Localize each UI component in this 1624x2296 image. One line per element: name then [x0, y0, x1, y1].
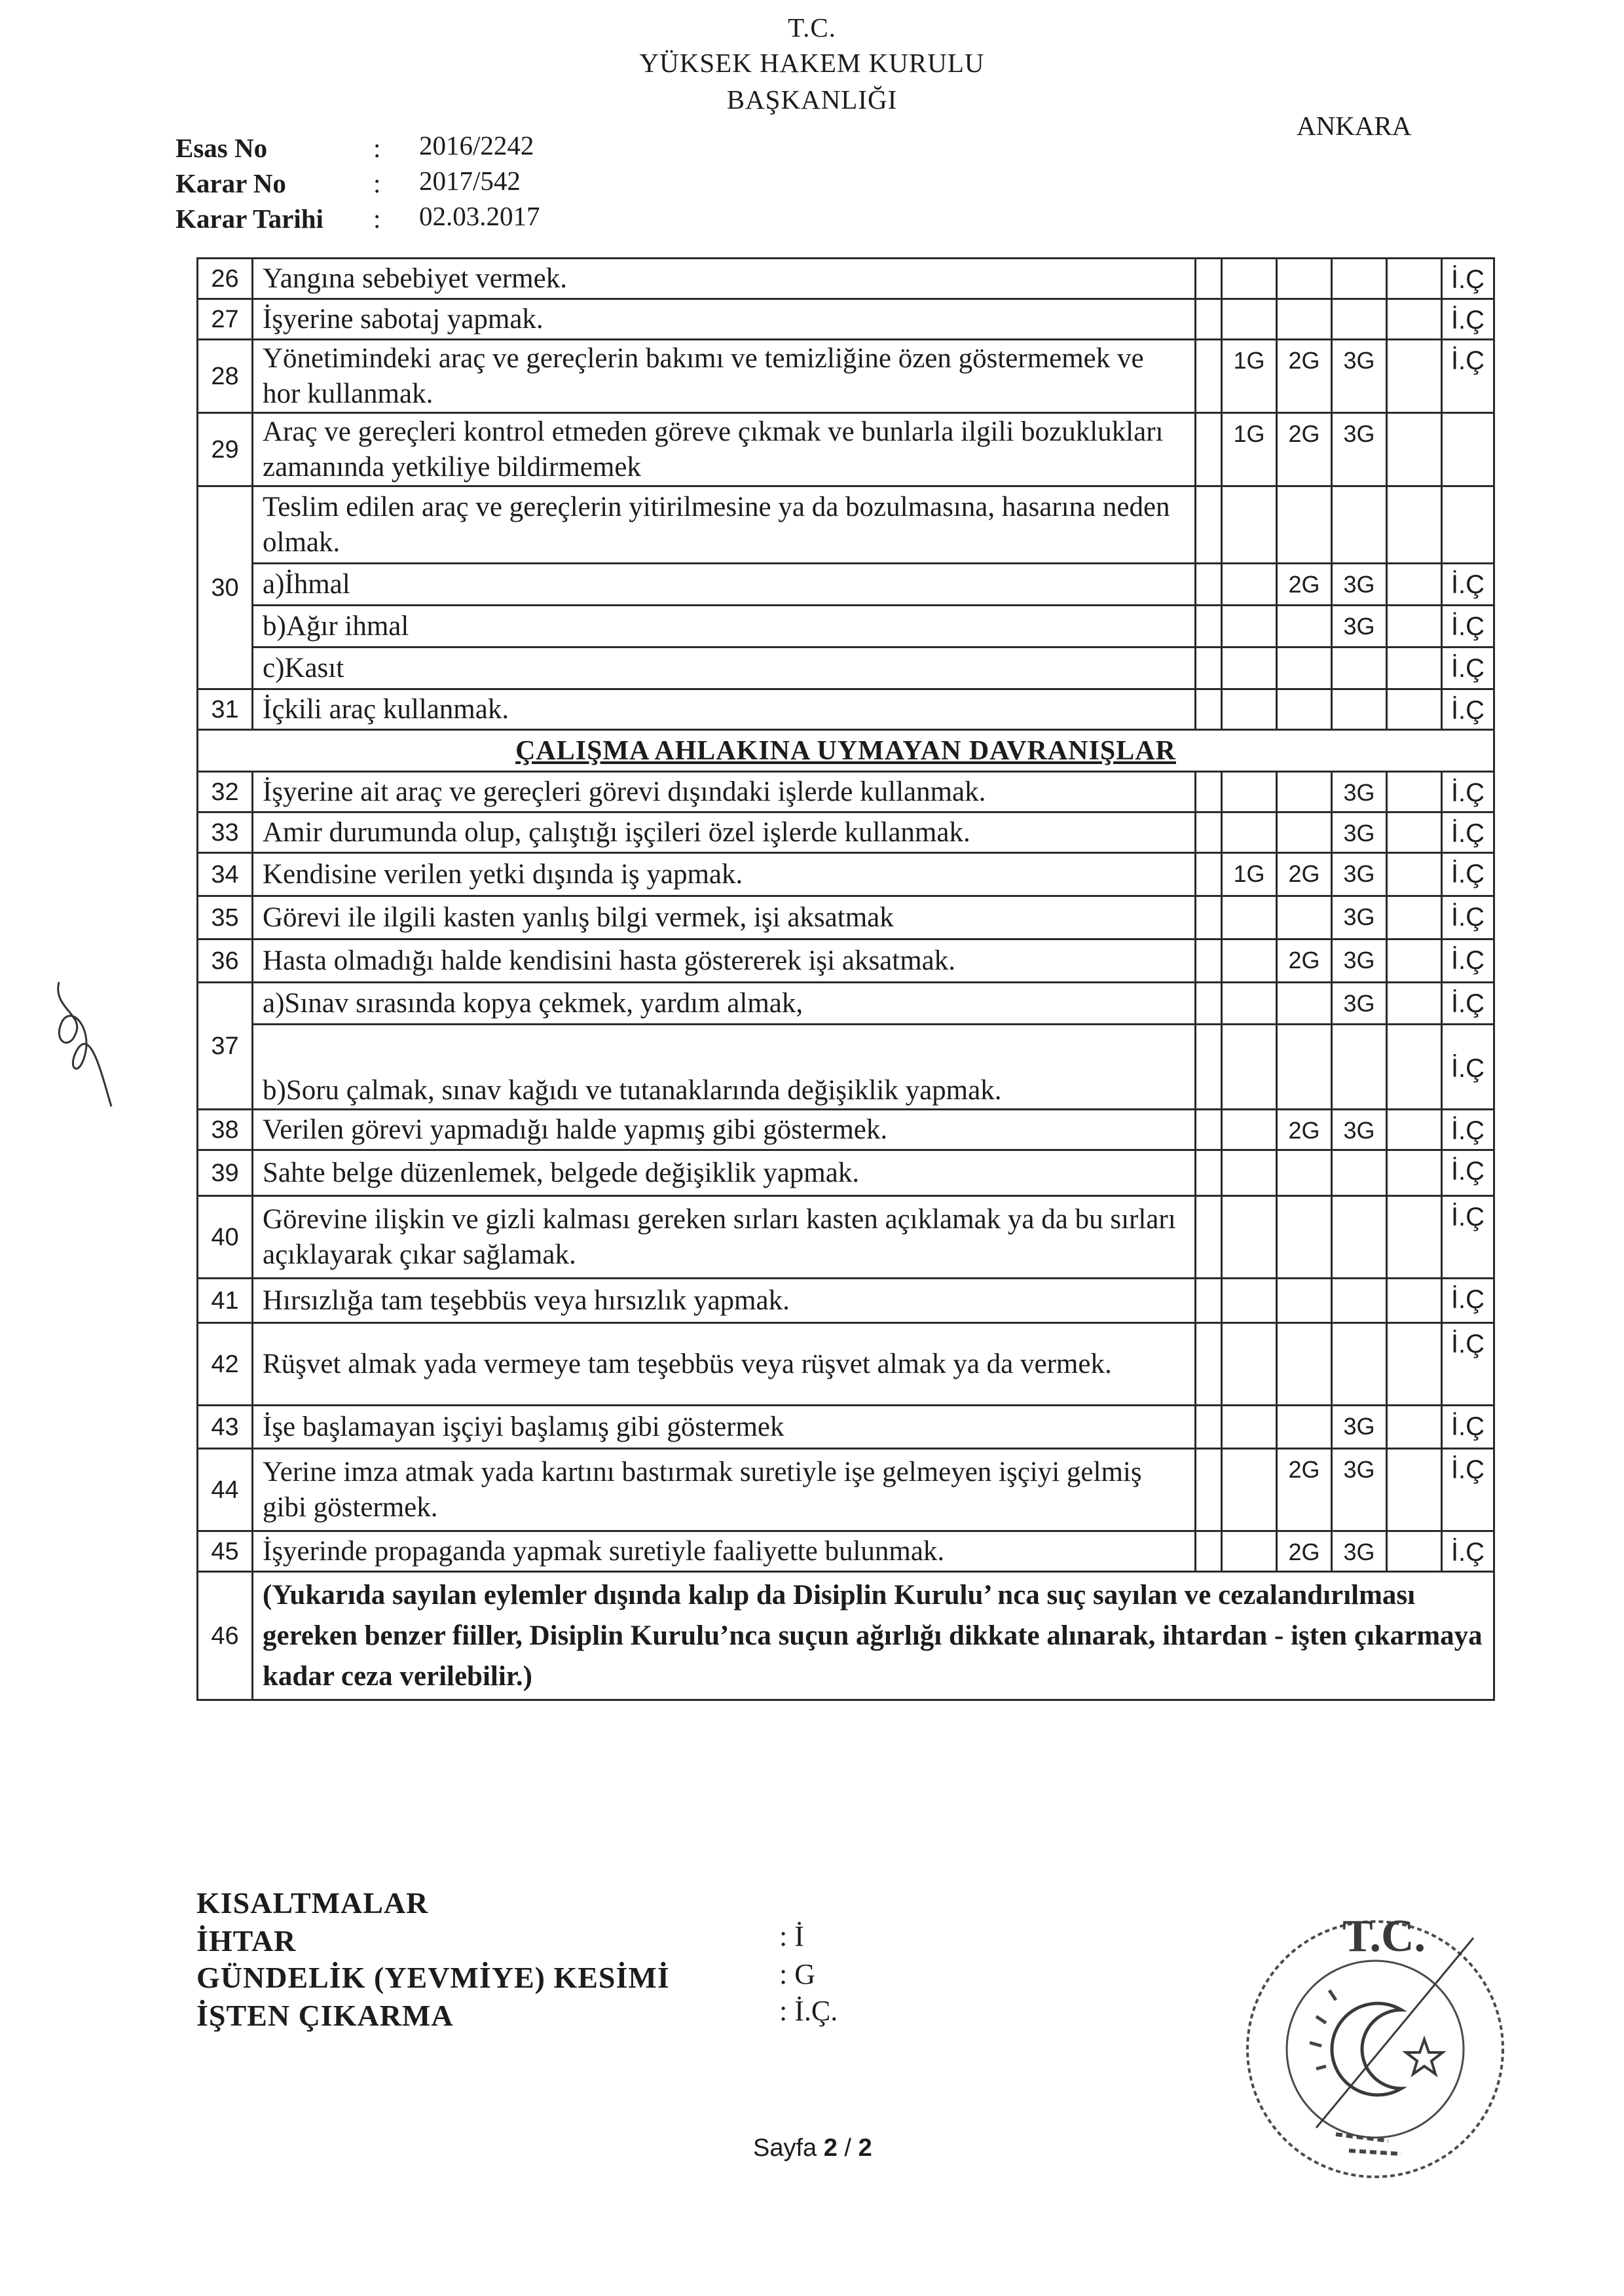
row-description: Amir durumunda olup, çalıştığı işçileri özel işlerde kullanmak. — [253, 812, 1196, 853]
spacer-cell — [1196, 772, 1222, 812]
penalty-empty — [1387, 340, 1442, 413]
penalty-3g — [1332, 647, 1387, 689]
penalty-dismissal: İ.Ç — [1442, 1323, 1494, 1406]
penalty-2g — [1277, 1406, 1332, 1449]
table-subrow — [198, 606, 1494, 647]
penalty-2g — [1277, 812, 1332, 853]
table-row — [198, 1406, 1494, 1449]
penalty-dismissal: İ.Ç — [1442, 1449, 1494, 1531]
penalty-dismissal: İ.Ç — [1442, 772, 1494, 812]
penalty-1g — [1222, 939, 1277, 983]
header-institution: YÜKSEK HAKEM KURULU — [639, 48, 985, 78]
table-row — [198, 1572, 1494, 1700]
penalty-3g: 3G — [1332, 1110, 1387, 1150]
penalty-3g: 3G — [1332, 564, 1387, 606]
penalty-2g — [1277, 299, 1332, 340]
spacer-cell — [1196, 1449, 1222, 1531]
penalty-empty — [1387, 1150, 1442, 1196]
table-row — [198, 1323, 1494, 1406]
table-row — [198, 812, 1494, 853]
penalty-2g: 2G — [1277, 340, 1332, 413]
row-number: 26 — [198, 259, 253, 299]
row-description: Yangına sebebiyet vermek. — [253, 259, 1196, 299]
subrow-description: c)Kasıt — [253, 647, 1196, 689]
row-number: 39 — [198, 1150, 253, 1196]
spacer-cell — [1196, 689, 1222, 730]
spacer-cell — [1196, 853, 1222, 896]
spacer-cell — [1196, 340, 1222, 413]
header-presidency: BAŞKANLIĞI — [726, 84, 898, 115]
penalty-dismissal: İ.Ç — [1442, 1406, 1494, 1449]
penalty-table — [196, 257, 1495, 1701]
karar-sep: : — [373, 168, 381, 198]
spacer-cell — [1196, 1150, 1222, 1196]
penalty-3g: 3G — [1332, 340, 1387, 413]
row-number: 32 — [198, 772, 253, 812]
penalty-empty — [1387, 689, 1442, 730]
table-row — [198, 1110, 1494, 1150]
row-description: Yerine imza atmak yada kartını bastırmak suretiyle işe gelmeyen işçiyi gelmiş gibi göstermek. — [253, 1449, 1196, 1531]
penalty-1g — [1222, 1279, 1277, 1323]
penalty-empty — [1387, 896, 1442, 939]
penalty-dismissal: İ.Ç — [1442, 606, 1494, 647]
handwritten-signature — [39, 969, 118, 1113]
penalty-dismissal: İ.Ç — [1442, 1531, 1494, 1572]
penalty-empty — [1222, 486, 1277, 564]
row-description: Araç ve gereçleri kontrol etmeden göreve çıkmak ve bunlarla ilgili bozuklukları zamanında yetkiliye bildirmemek — [253, 413, 1196, 486]
penalty-empty — [1387, 647, 1442, 689]
penalty-1g — [1222, 564, 1277, 606]
table-row — [198, 939, 1494, 983]
penalty-3g — [1332, 299, 1387, 340]
penalty-dismissal: İ.Ç — [1442, 853, 1494, 896]
penalty-2g — [1277, 896, 1332, 939]
row-description: İşe başlamayan işçiyi başlamış gibi göstermek — [253, 1406, 1196, 1449]
penalty-dismissal: İ.Ç — [1442, 299, 1494, 340]
penalty-1g — [1222, 772, 1277, 812]
spacer-cell — [1196, 1323, 1222, 1406]
penalty-2g: 2G — [1277, 853, 1332, 896]
penalty-empty — [1387, 1449, 1442, 1531]
penalty-3g — [1332, 1025, 1387, 1110]
penalty-dismissal: İ.Ç — [1442, 340, 1494, 413]
table-row — [198, 772, 1494, 812]
table-row — [198, 1279, 1494, 1323]
penalty-empty — [1387, 486, 1442, 564]
penalty-2g — [1277, 1196, 1332, 1279]
spacer-cell — [1196, 564, 1222, 606]
penalty-empty — [1387, 772, 1442, 812]
spacer-cell — [1196, 647, 1222, 689]
section-row — [198, 730, 1494, 772]
penalty-2g — [1277, 606, 1332, 647]
row-number: 27 — [198, 299, 253, 340]
penalty-dismissal: İ.Ç — [1442, 689, 1494, 730]
table-row — [198, 299, 1494, 340]
row-number: 34 — [198, 853, 253, 896]
penalty-1g — [1222, 1150, 1277, 1196]
spacer-cell — [1196, 1406, 1222, 1449]
penalty-3g — [1332, 1279, 1387, 1323]
table-row — [198, 689, 1494, 730]
penalty-dismissal: İ.Ç — [1442, 1279, 1494, 1323]
spacer-cell — [1196, 1279, 1222, 1323]
penalty-empty — [1332, 486, 1387, 564]
penalty-2g — [1277, 1279, 1332, 1323]
penalty-empty — [1277, 486, 1332, 564]
penalty-3g: 3G — [1332, 1531, 1387, 1572]
penalty-empty — [1387, 853, 1442, 896]
abbrev-value-isten: : İ.Ç. — [779, 1995, 838, 2027]
subrow-description: b)Ağır ihmal — [253, 606, 1196, 647]
esas-value: 2016/2242 — [419, 130, 534, 160]
penalty-empty — [1387, 939, 1442, 983]
spacer-cell — [1196, 896, 1222, 939]
spacer-cell — [1196, 606, 1222, 647]
penalty-1g — [1222, 1025, 1277, 1110]
row-description: Verilen görevi yapmadığı halde yapmış gibi göstermek. — [253, 1110, 1196, 1150]
penalty-2g — [1277, 772, 1332, 812]
penalty-2g — [1277, 1025, 1332, 1110]
row-number: 31 — [198, 689, 253, 730]
spacer-cell — [1196, 812, 1222, 853]
penalty-2g — [1277, 259, 1332, 299]
table-row — [198, 896, 1494, 939]
penalty-dismissal: İ.Ç — [1442, 939, 1494, 983]
penalty-empty — [1387, 413, 1442, 486]
row-description-b: b)Soru çalmak, sınav kağıdı ve tutanaklarında değişiklik yapmak. — [253, 1025, 1196, 1110]
table-row — [198, 1531, 1494, 1572]
penalty-3g: 3G — [1332, 812, 1387, 853]
penalty-3g — [1332, 1196, 1387, 1279]
abbrev-value-gundelik: : G — [779, 1958, 815, 1990]
penalty-dismissal: İ.Ç — [1442, 1025, 1494, 1110]
penalty-dismissal: İ.Ç — [1442, 983, 1494, 1025]
row-description: Sahte belge düzenlemek, belgede değişiklik yapmak. — [253, 1150, 1196, 1196]
row-description: Teslim edilen araç ve gereçlerin yitirilmesine ya da bozulmasına, hasarına neden olmak. — [253, 486, 1196, 564]
row-description: Görevine ilişkin ve gizli kalması gereken sırları kasten açıklamak ya da bu sırları açıklayarak çıkar sağlamak. — [253, 1196, 1196, 1279]
row-description: Hasta olmadığı halde kendisini hasta göstererek işi aksatmak. — [253, 939, 1196, 983]
penalty-2g: 2G — [1277, 1449, 1332, 1531]
penalty-3g: 3G — [1332, 413, 1387, 486]
spacer-cell — [1196, 299, 1222, 340]
page-total: 2 — [858, 2134, 872, 2162]
penalty-2g — [1277, 1150, 1332, 1196]
header-tc: T.C. — [788, 12, 836, 43]
table-subrow — [198, 647, 1494, 689]
row-number: 38 — [198, 1110, 253, 1150]
spacer-cell — [1196, 259, 1222, 299]
penalty-3g: 3G — [1332, 983, 1387, 1025]
penalty-1g — [1222, 299, 1277, 340]
esas-sep: : — [373, 133, 381, 163]
row-description: Hırsızlığa tam teşebbüs veya hırsızlık yapmak. — [253, 1279, 1196, 1323]
table-row — [198, 983, 1494, 1025]
penalty-1g — [1222, 689, 1277, 730]
penalty-1g — [1222, 1531, 1277, 1572]
section-title: ÇALIŞMA AHLAKINA UYMAYAN DAVRANIŞLAR — [198, 730, 1494, 772]
penalty-1g — [1222, 983, 1277, 1025]
penalty-dismissal: İ.Ç — [1442, 812, 1494, 853]
page-prefix: Sayfa — [753, 2134, 824, 2162]
penalty-dismissal: İ.Ç — [1442, 1110, 1494, 1150]
penalty-1g — [1222, 812, 1277, 853]
penalty-empty — [1387, 1196, 1442, 1279]
penalty-1g — [1222, 896, 1277, 939]
subrow-description: a)İhmal — [253, 564, 1196, 606]
row-number: 35 — [198, 896, 253, 939]
penalty-dismissal: İ.Ç — [1442, 259, 1494, 299]
penalty-1g — [1222, 1406, 1277, 1449]
table-subrow — [198, 564, 1494, 606]
row-description: İşyerine sabotaj yapmak. — [253, 299, 1196, 340]
penalty-empty — [1387, 606, 1442, 647]
penalty-2g: 2G — [1277, 413, 1332, 486]
page-number — [753, 2134, 872, 2162]
penalty-dismissal: İ.Ç — [1442, 647, 1494, 689]
penalty-1g: 1G — [1222, 340, 1277, 413]
row-number: 33 — [198, 812, 253, 853]
row-description: İşyerinde propaganda yapmak suretiyle faaliyette bulunmak. — [253, 1531, 1196, 1572]
tarih-label: Karar Tarihi — [175, 204, 323, 234]
penalty-2g: 2G — [1277, 1531, 1332, 1572]
table-row — [198, 413, 1494, 486]
penalty-3g: 3G — [1332, 772, 1387, 812]
penalty-1g — [1222, 1110, 1277, 1150]
penalty-1g: 1G — [1222, 413, 1277, 486]
tarih-value: 02.03.2017 — [419, 201, 540, 231]
table-row — [198, 340, 1494, 413]
tarih-sep: : — [373, 204, 381, 234]
penalty-1g — [1222, 1449, 1277, 1531]
penalty-empty — [1387, 259, 1442, 299]
penalty-dismissal: İ.Ç — [1442, 1196, 1494, 1279]
penalty-1g — [1222, 259, 1277, 299]
penalty-2g — [1277, 647, 1332, 689]
penalty-dismissal: İ.Ç — [1442, 896, 1494, 939]
row-number: 28 — [198, 340, 253, 413]
table-row — [198, 853, 1494, 896]
penalty-1g — [1222, 1323, 1277, 1406]
row-description: Rüşvet almak yada vermeye tam teşebbüs veya rüşvet almak ya da vermek. — [253, 1323, 1196, 1406]
penalty-3g: 3G — [1332, 1406, 1387, 1449]
spacer-cell — [1196, 1110, 1222, 1150]
penalty-dismissal: İ.Ç — [1442, 1150, 1494, 1196]
penalty-empty — [1387, 1110, 1442, 1150]
table-row — [198, 259, 1494, 299]
row-number: 45 — [198, 1531, 253, 1572]
karar-label: Karar No — [175, 168, 286, 198]
row-number: 41 — [198, 1279, 253, 1323]
table-row — [198, 1196, 1494, 1279]
row-description: Görevi ile ilgili kasten yanlış bilgi vermek, işi aksatmak — [253, 896, 1196, 939]
row-number: 40 — [198, 1196, 253, 1279]
official-seal-stamp — [1238, 1912, 1513, 2187]
penalty-empty — [1387, 1323, 1442, 1406]
row-number: 36 — [198, 939, 253, 983]
penalty-3g — [1332, 1150, 1387, 1196]
row-description: İçkili araç kullanmak. — [253, 689, 1196, 730]
abbrev-label-ihtar: İHTAR — [196, 1924, 297, 1958]
penalty-2g: 2G — [1277, 1110, 1332, 1150]
penalty-empty — [1387, 299, 1442, 340]
penalty-empty — [1387, 983, 1442, 1025]
penalty-dismissal: İ.Ç — [1442, 564, 1494, 606]
penalty-3g — [1332, 259, 1387, 299]
penalty-3g: 3G — [1332, 853, 1387, 896]
page-current: 2 — [823, 2134, 838, 2162]
penalty-empty — [1387, 1406, 1442, 1449]
table-row — [198, 1150, 1494, 1196]
penalty-empty — [1196, 486, 1222, 564]
page-sep: / — [837, 2134, 858, 2162]
penalty-2g: 2G — [1277, 564, 1332, 606]
spacer-cell — [1196, 939, 1222, 983]
penalty-dismissal — [1442, 413, 1494, 486]
penalty-3g — [1332, 1323, 1387, 1406]
spacer-cell — [1196, 1196, 1222, 1279]
penalty-1g: 1G — [1222, 853, 1277, 896]
penalty-2g: 2G — [1277, 939, 1332, 983]
penalty-empty — [1387, 1531, 1442, 1572]
row-number: 37 — [198, 983, 253, 1110]
row-number: 30 — [198, 486, 253, 689]
table-row — [198, 486, 1494, 564]
row-description-final: (Yukarıda sayılan eylemler dışında kalıp da Disiplin Kurulu’ nca suç sayılan ve cezalandırılması gereken benzer fiiller, Disiplin Kurulu’nca suçun ağırlığı dikkate alınarak, ihtardan - işten çıkarmaya kadar ceza verilebilir.) — [253, 1572, 1494, 1700]
penalty-empty — [1387, 564, 1442, 606]
penalty-1g — [1222, 647, 1277, 689]
penalty-2g — [1277, 983, 1332, 1025]
row-number: 44 — [198, 1449, 253, 1531]
penalty-1g — [1222, 1196, 1277, 1279]
esas-label: Esas No — [175, 133, 268, 163]
penalty-2g — [1277, 1323, 1332, 1406]
row-number: 46 — [198, 1572, 253, 1700]
table-row — [198, 1449, 1494, 1531]
spacer-cell — [1196, 983, 1222, 1025]
row-number: 29 — [198, 413, 253, 486]
penalty-3g: 3G — [1332, 896, 1387, 939]
abbrev-value-ihtar: : İ — [779, 1920, 804, 1952]
abbrev-title: KISALTMALAR — [196, 1886, 429, 1920]
penalty-empty — [1442, 486, 1494, 564]
karar-value: 2017/542 — [419, 166, 521, 196]
row-description: Yönetimindeki araç ve gereçlerin bakımı ve temizliğine özen göstermemek ve hor kullanmak. — [253, 340, 1196, 413]
table-subrow — [198, 1025, 1494, 1110]
penalty-empty — [1387, 1279, 1442, 1323]
abbrev-label-isten: İŞTEN ÇIKARMA — [196, 1999, 454, 2032]
penalty-3g: 3G — [1332, 1449, 1387, 1531]
row-description-a: a)Sınav sırasında kopya çekmek, yardım almak, — [253, 983, 1196, 1025]
penalty-empty — [1387, 812, 1442, 853]
spacer-cell — [1196, 413, 1222, 486]
row-description: İşyerine ait araç ve gereçleri görevi dışındaki işlerde kullanmak. — [253, 772, 1196, 812]
penalty-3g: 3G — [1332, 939, 1387, 983]
penalty-3g: 3G — [1332, 606, 1387, 647]
row-description: Kendisine verilen yetki dışında iş yapmak. — [253, 853, 1196, 896]
penalty-empty — [1387, 1025, 1442, 1110]
penalty-2g — [1277, 689, 1332, 730]
penalty-3g — [1332, 689, 1387, 730]
penalty-1g — [1222, 606, 1277, 647]
header-city: ANKARA — [1297, 111, 1412, 141]
row-number: 42 — [198, 1323, 253, 1406]
stamp-tc-text: T.C. — [1342, 1912, 1426, 1961]
spacer-cell — [1196, 1531, 1222, 1572]
row-number: 43 — [198, 1406, 253, 1449]
spacer-cell — [1196, 1025, 1222, 1110]
abbrev-label-gundelik: GÜNDELİK (YEVMİYE) KESİMİ — [196, 1961, 670, 1994]
